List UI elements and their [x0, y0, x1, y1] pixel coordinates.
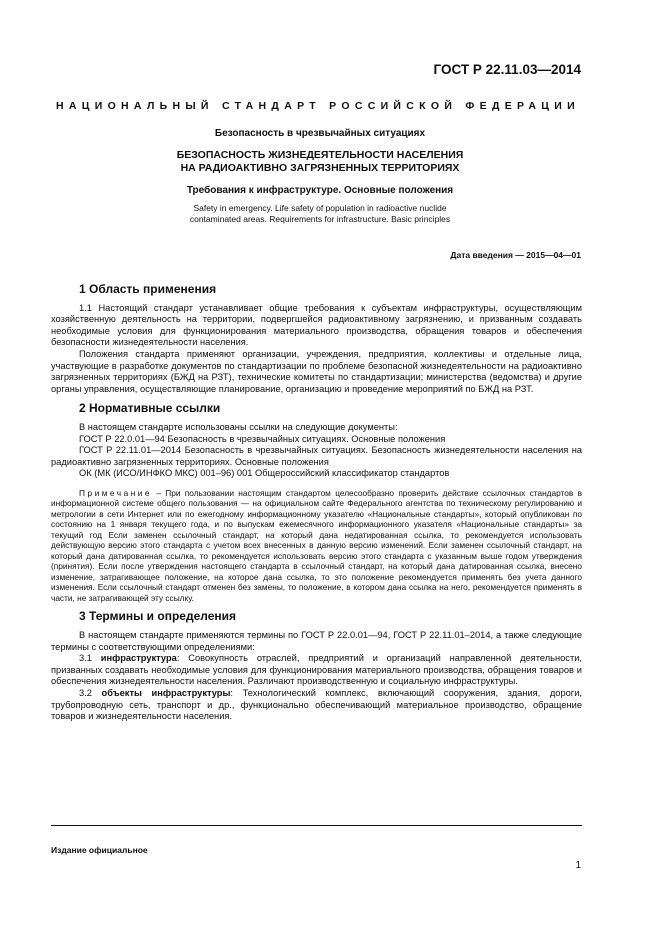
- title-main-line1: БЕЗОПАСНОСТЬ ЖИЗНЕДЕЯТЕЛЬНОСТИ НАСЕЛЕНИЯ: [176, 149, 464, 161]
- title-main: [100, 149, 540, 175]
- term1-name: инфраструктура: [100, 653, 177, 664]
- title-subtitle: Требования к инфраструктуре. Основные положения: [186, 185, 454, 196]
- note-text: – При пользовании настоящим стандартом целесообразно проверить действие ссылочных стандартов в информационной системе общего пользования — на официальном сайте Федерального агентства по техническому регулированию и метрологии в сети Интернет или по ежегодному информационному указателю «Национальные стандарты», который опубликован по состоянию на 1 января текущего года, и по выпускам ежемесячного информационного указателя «Национальные стандарты» за текущий год Если заменен ссылочный стандарт, на который дана недатированная ссылка, то рекомендуется использовать действующую версию этого стандарта с учетом всех внесенных в данную версию изменений. Если заменен ссылочный стандарт, на который дана датированная ссылка, то рекомендуется использовать версию этого стандарта с указанным выше годом утверждения (принятия). Если после утверждения настоящего стандарта в ссылочный стандарт, на который дана датированная ссылка, внесено изменение, затрагивающее положение, на которое дана ссылка, то это положение рекомендуется применять без учета данного изменения. Если ссылочный стандарт отменен без замены, то положение, в котором дана ссылка на него, рекомендуется применять в части, не затрагивающей эту ссылку.: [51, 487, 582, 603]
- section1-paragraph2: Положения стандарта применяют организации, учреждения, предприятия, коллективы и отдельные лица, участвующие в разработке документов по стандартизации по проблеме безопасной жизнедеятельности на радиоактивно загрязненных территориях (БЖД на РЗТ), технические комитеты по стандартизации; министерства (ведомства) и другие органы управления, осуществляющие планирование, организацию и проведение мероприятий по БЖД на РЗТ.: [51, 348, 582, 394]
- footer-divider: [51, 825, 582, 826]
- section2-intro: В настоящем стандарте использованы ссылки на следующие документы:: [79, 421, 398, 432]
- section2-ref-1: ГОСТ Р 22.0.01—94 Безопасность в чрезвычайных ситуациях. Основные положения: [79, 433, 446, 444]
- term1-definition: : Совокупность отраслей, предприятий и организаций направленной деятельности, призванных создавать необходимые условия для функционирования материального производства, обращения товаров и обеспечения жизнедеятельности населения. Различают производственную и социальную инфраструктуры.: [51, 653, 582, 687]
- title-english: [100, 203, 540, 225]
- section2-ref-2: ГОСТ Р 22.11.01—2014 Безопасность в чрезвычайных ситуациях. Безопасность жизнедеятельности населения на радиоактивно загрязненных территориях. Основные положения: [51, 445, 582, 467]
- section1-paragraph1: 1.1 Настоящий стандарт устанавливает общие требования к субъектам инфраструктуры, осуществляющим хозяйственную деятельность на территории, подвергшейся радиоактивному загрязнению, и призванным создавать необходимые условия для функционирования материального производства, обращения товаров и обеспечения безопасности жизнедеятельности населения.: [51, 302, 582, 348]
- title-english-line1: Safety in emergency. Life safety of population in radioactive nuclide: [193, 203, 447, 213]
- page-number: 1: [575, 860, 581, 871]
- edition-label: Издание официальное: [51, 845, 148, 855]
- title-main-line2: НА РАДИОАКТИВНО ЗАГРЯЗНЕННЫХ ТЕРРИТОРИЯХ: [180, 162, 460, 174]
- section2-ref-3: ОК (МК (ИСО/ИНФКО МКС) 001–96) 001 Общероссийский классификатор стандартов: [79, 468, 450, 479]
- term1-number: 3.1: [79, 653, 101, 664]
- intro-date: Дата введения — 2015—04—01: [450, 250, 581, 260]
- document-body: [51, 284, 582, 723]
- section3-heading: 3 Термины и определения: [79, 609, 237, 624]
- section1-heading: 1 Область применения: [79, 282, 217, 296]
- section3-intro: В настоящем стандарте применяются термины по ГОСТ Р 22.0.01—94, ГОСТ Р 22.11.01–2014, а также следующие термины с соответствующими определениями:: [51, 630, 582, 652]
- national-standard-banner: НАЦИОНАЛЬНЫЙ СТАНДАРТ РОССИЙСКОЙ ФЕДЕРАЦИИ: [56, 100, 580, 112]
- term-infrastructure: [51, 653, 582, 688]
- gost-code: ГОСТ Р 22.11.03—2014: [433, 62, 581, 77]
- section2-heading: 2 Нормативные ссылки: [79, 401, 221, 416]
- note-label: Примечание: [79, 487, 153, 498]
- title-english-line2: contaminated areas. Requirements for infrastructure. Basic principles: [189, 214, 451, 224]
- term-infrastructure-objects: [51, 688, 582, 723]
- title-field: Безопасность в чрезвычайных ситуациях: [214, 128, 426, 139]
- section2-note: [51, 488, 582, 604]
- term2-number: 3.2: [79, 687, 102, 698]
- term2-name: объекты инфраструктуры: [101, 687, 231, 698]
- term2-definition: : Технологический комплекс, включающий сооружения, здания, дороги, трубопроводную сеть, транспорт и др., функционально обеспечивающий материальное производство, обращение товаров и жизнедеятельности населения.: [51, 687, 582, 722]
- title-block: [100, 128, 540, 225]
